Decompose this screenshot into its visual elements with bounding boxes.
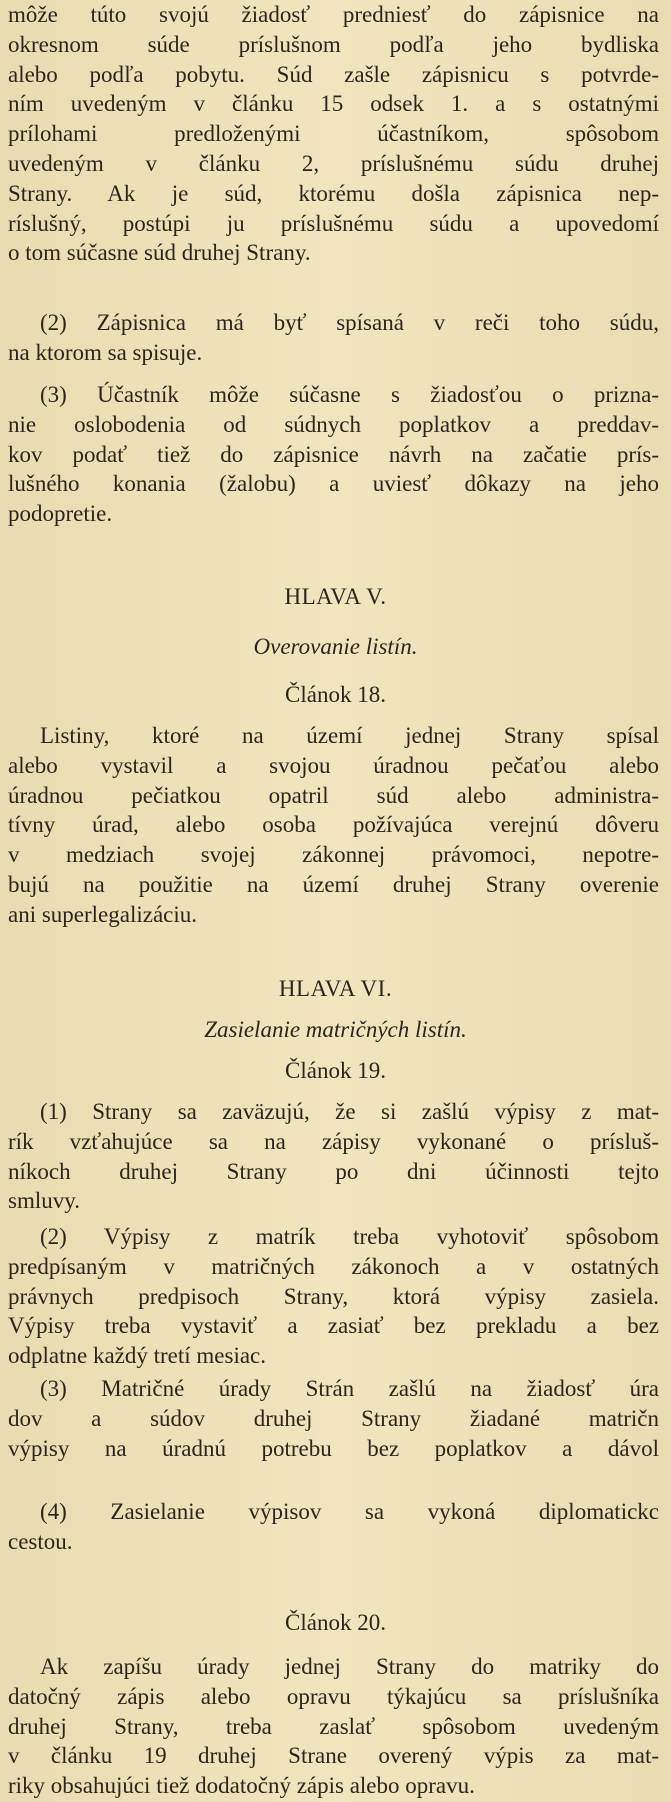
- chapter-6-title: Zasielanie matričných listín.: [204, 1017, 467, 1042]
- text-line: úradnou pečiatkou opatril súd alebo administra-: [8, 782, 659, 808]
- article-20-paragraph: [8, 1652, 659, 1801]
- chapter-6-heading: HLAVA VI.: [278, 976, 393, 1001]
- article-19-paragraph-3: [8, 1374, 659, 1463]
- text-line: odplatne každý tretí mesiac.: [8, 1343, 267, 1369]
- text-line: ríslušný, postúpi ju príslušnému súdu a upovedomí: [8, 210, 659, 236]
- text-line: prílohami predloženými účastníkom, spôsobom: [8, 121, 659, 147]
- chapter-5-heading: HLAVA V.: [284, 584, 387, 609]
- text-line: výpisy na úradnú potrebu bez poplatkov a dávol: [8, 1435, 659, 1461]
- text-line: ani superlegalizáciu.: [8, 901, 198, 927]
- text-line: na ktorom sa spisuje.: [8, 339, 203, 365]
- text-line: cestou.: [8, 1528, 73, 1554]
- article-19-heading: Článok 19.: [285, 1058, 386, 1083]
- text-line: v článku 19 druhej Strane overený výpis za mat-: [8, 1743, 659, 1769]
- intro-paragraph: [8, 0, 659, 268]
- text-line: podopretie.: [8, 501, 113, 527]
- text-line: (3) Matričné úrady Strán zašlú na žiadosť úra: [40, 1376, 659, 1401]
- text-line: Listiny, ktoré na území jednej Strany spísal: [40, 723, 659, 748]
- text-line: Ak zapíšu úrady jednej Strany do matriky do: [40, 1654, 659, 1679]
- paragraph-3: [8, 380, 659, 529]
- text-line: právnych predpisoch Strany, ktorá výpisy zasiela.: [8, 1283, 659, 1309]
- text-line: môže túto svojú žiadosť predniesť do zápisnice na: [8, 2, 659, 27]
- text-line: Strany. Ak je súd, ktorému došla zápisnica nep-: [8, 180, 659, 206]
- text-line: riky obsahujúci tiež dodatočný zápis alebo opravu.: [8, 1773, 475, 1799]
- article-18-heading: Článok 18.: [285, 682, 386, 707]
- text-line: uvedeným v článku 2, príslušnému súdu druhej: [8, 150, 659, 176]
- paragraph-2: [8, 308, 659, 368]
- text-line: (4) Zasielanie výpisov sa vykoná diplomatickc: [40, 1499, 659, 1524]
- text-line: (3) Účastník môže súčasne s žiadosťou o prizna-: [40, 382, 659, 407]
- text-line: dov a súdov druhej Strany žiadané matričn: [8, 1405, 659, 1431]
- text-line: rík vzťahujúce sa na zápisy vykonané o prísluš-: [8, 1128, 659, 1154]
- text-line: bujú na použitie na území druhej Strany overenie: [8, 871, 659, 897]
- text-line: smluvy.: [8, 1188, 80, 1214]
- text-line: níkoch druhej Strany po dni účinnosti tejto: [8, 1158, 659, 1184]
- text-line: alebo podľa pobytu. Súd zašle zápisnicu s potvrde-: [8, 61, 659, 87]
- text-line: (1) Strany sa zaväzujú, že si zašlú výpisy z mat-: [40, 1099, 659, 1124]
- text-line: Výpisy treba vystaviť a zasiať bez prekladu a bez: [8, 1313, 659, 1339]
- text-line: o tom súčasne súd druhej Strany.: [8, 240, 311, 266]
- text-line: okresnom súde príslušnom podľa jeho bydliska: [8, 31, 659, 57]
- text-line: datočný zápis alebo opravu týkajúcu sa príslušníka: [8, 1683, 659, 1709]
- article-19-paragraph-4: [8, 1497, 659, 1557]
- text-line: tívny úrad, alebo osoba požívajúca verejnú dôveru: [8, 812, 659, 838]
- text-line: lušného konania (žalobu) a uviesť dôkazy na jeho: [8, 471, 659, 497]
- text-line: druhej Strany, treba zaslať spôsobom uvedeným: [8, 1713, 659, 1739]
- article-20-heading: Článok 20.: [285, 1610, 386, 1635]
- text-line: predpísaným v matričných zákonoch a v ostatných: [8, 1253, 659, 1279]
- article-18-paragraph: [8, 721, 659, 930]
- article-19-paragraph-1: [8, 1097, 659, 1216]
- text-line: nie oslobodenia od súdnych poplatkov a preddav-: [8, 411, 659, 437]
- text-line: (2) Výpisy z matrík treba vyhotoviť spôsobom: [40, 1224, 659, 1249]
- chapter-5-title: Overovanie listín.: [253, 634, 418, 659]
- text-line: (2) Zápisnica má byť spísaná v reči toho súdu,: [40, 310, 659, 335]
- article-19-paragraph-2: [8, 1222, 659, 1371]
- text-line: alebo vystavil a svojou úradnou pečaťou alebo: [8, 752, 659, 778]
- text-line: ním uvedeným v článku 15 odsek 1. a s ostatnými: [8, 91, 659, 117]
- text-line: kov podať tiež do zápisnice návrh na začatie prís-: [8, 441, 659, 467]
- text-line: v medziach svojej zákonnej právomoci, nepotre-: [8, 842, 659, 868]
